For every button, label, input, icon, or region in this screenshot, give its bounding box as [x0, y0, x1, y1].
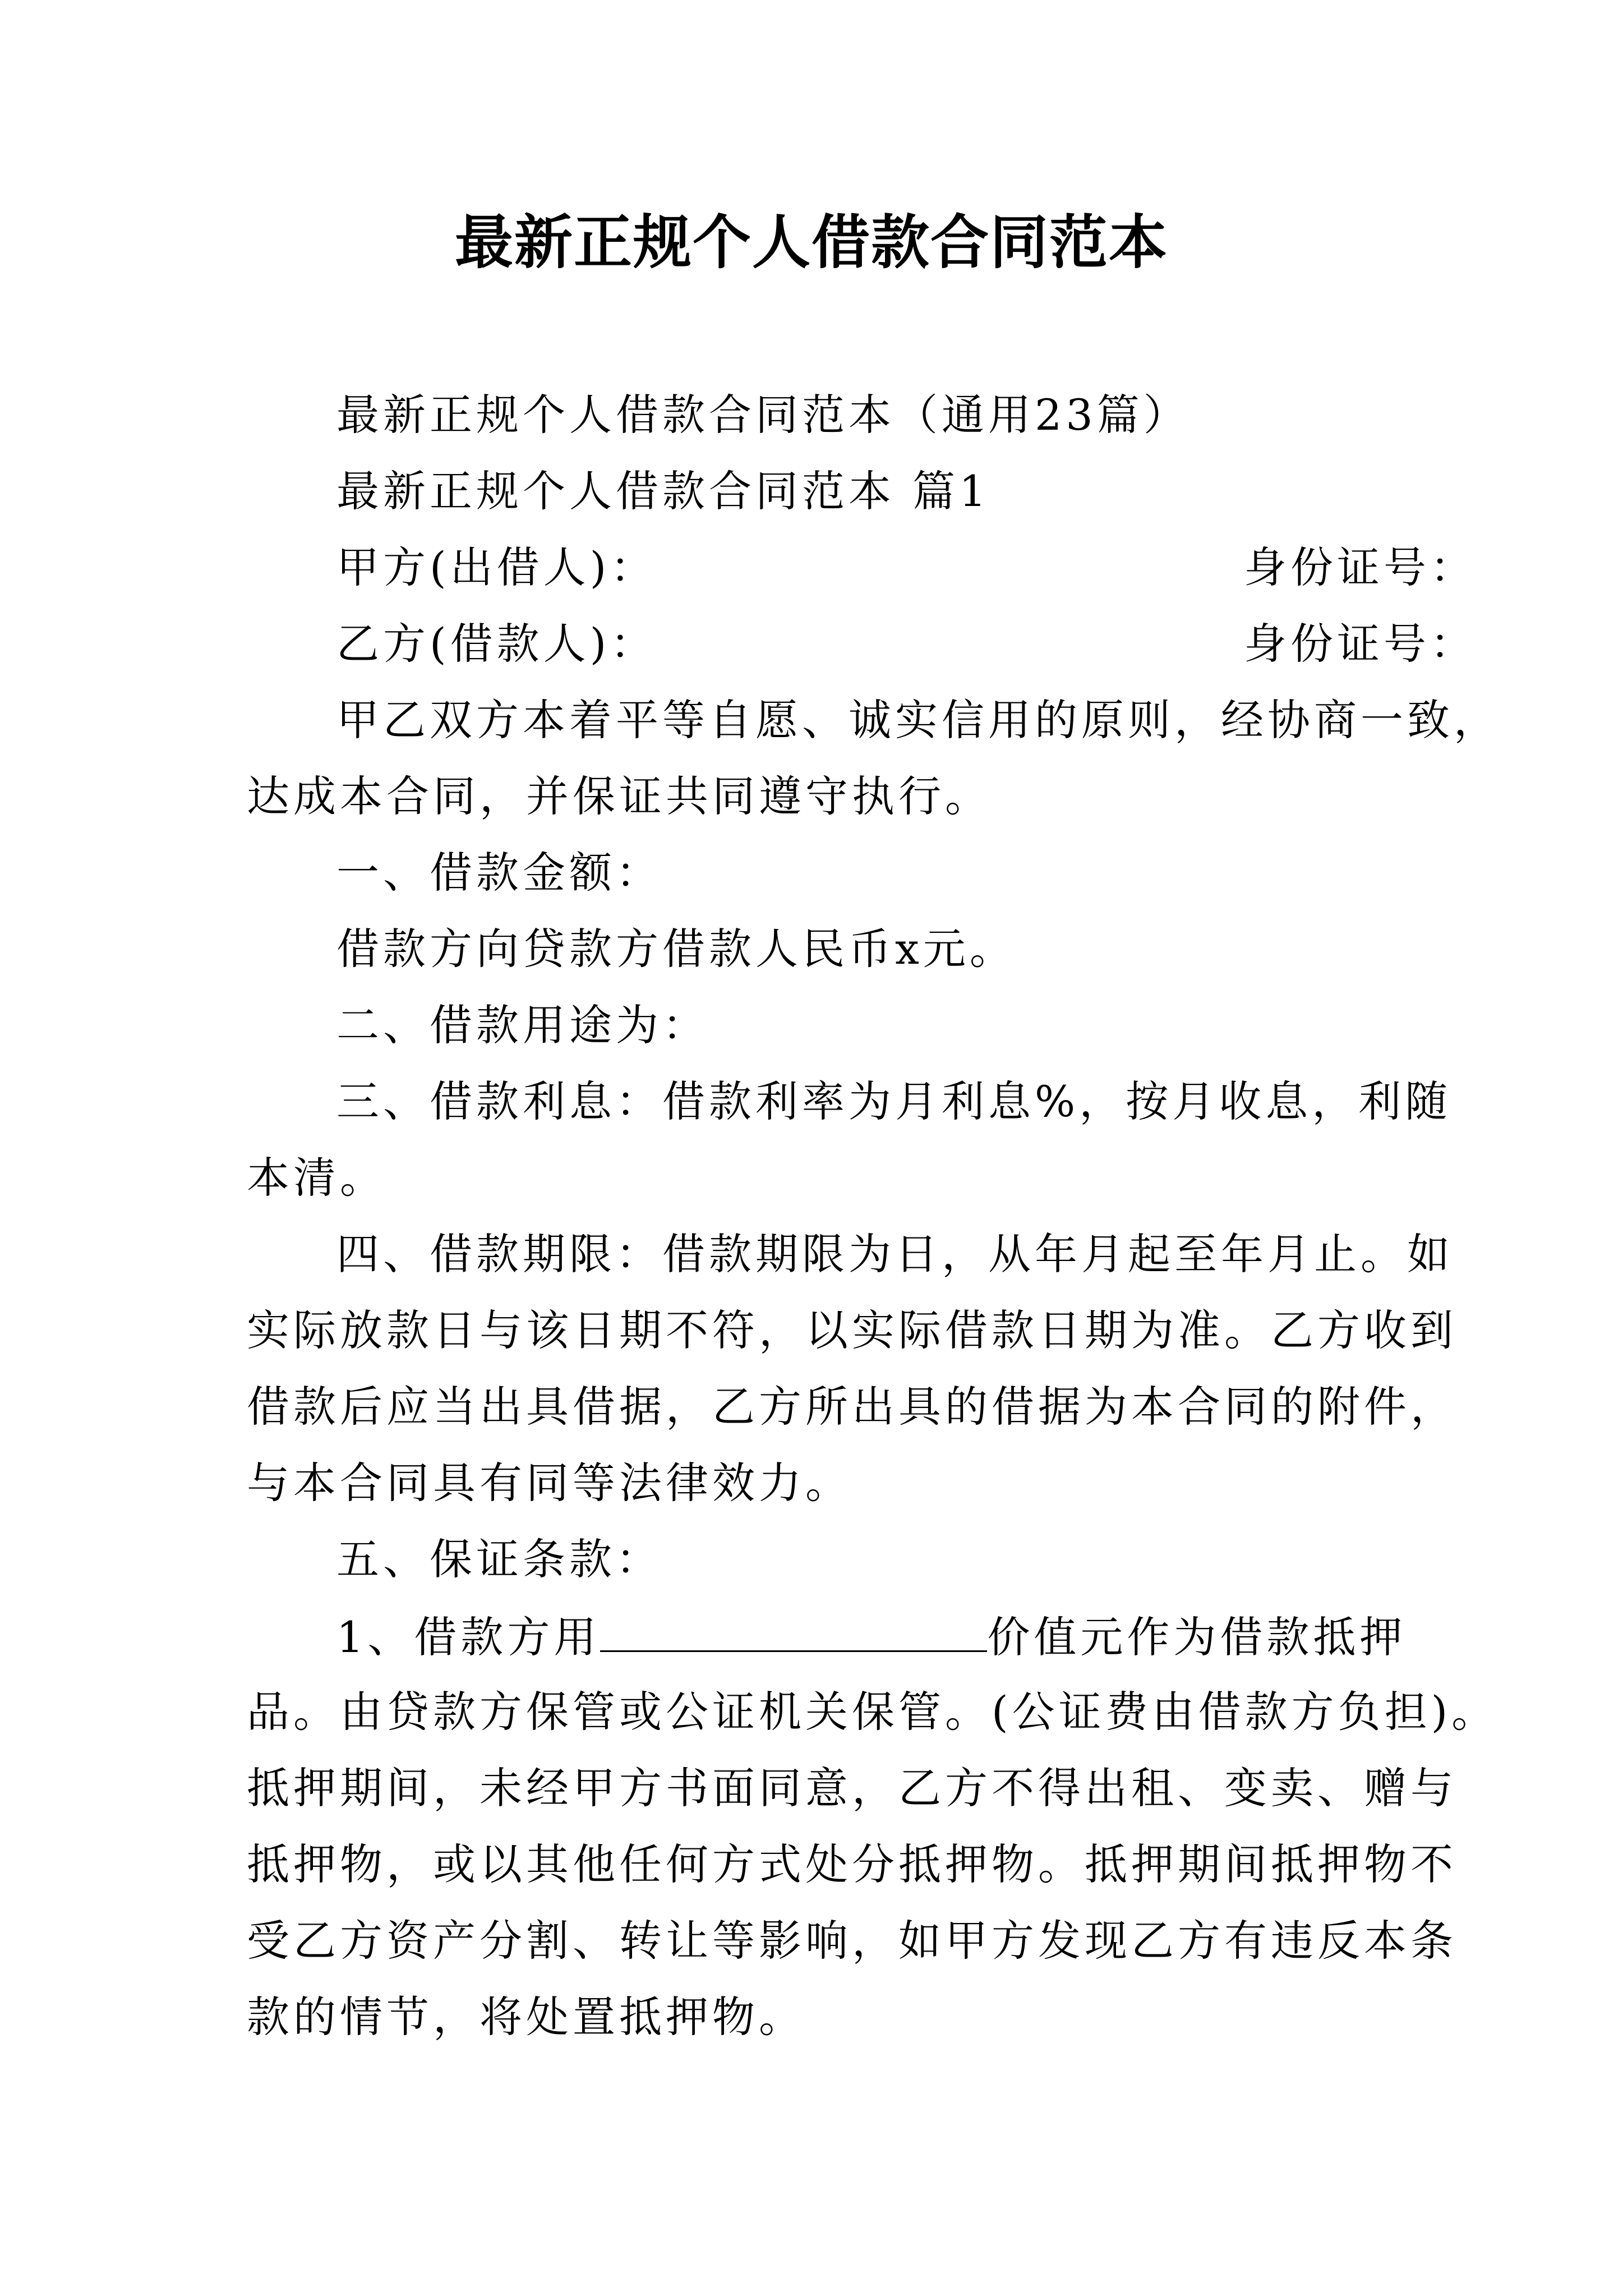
- document-title: 最新正规个人借款合同范本: [454, 208, 1168, 277]
- party-a-row: [336, 540, 1477, 596]
- clause5-item1-line: 受乙方资产分割、转让等影响，如甲方发现乙方有违反本条: [247, 1916, 1457, 1966]
- party-b-row: [336, 616, 1477, 672]
- clause3-line: 本清。: [247, 1153, 386, 1203]
- clause5-item1-suffix: 价值元作为借款抵押: [987, 1612, 1407, 1662]
- party-a-label: 甲方(出借人)：: [336, 542, 657, 592]
- clause5-item1-line: 抵押期间，未经甲方书面同意，乙方不得出租、变卖、赠与: [247, 1763, 1457, 1813]
- clause1-heading: 一、借款金额：: [336, 848, 662, 898]
- clause5-item1-line: 款的情节，将处置抵押物。: [247, 1992, 805, 2042]
- clause5-item1-line: 抵押物，或以其他任何方式处分抵押物。抵押期间抵押物不: [247, 1839, 1457, 1889]
- clause4-line: 借款后应当出具借据，乙方所出具的借据为本合同的附件，: [247, 1382, 1457, 1432]
- subtitle: 最新正规个人借款合同范本（通用23篇）: [336, 390, 1190, 440]
- section-heading: 最新正规个人借款合同范本 篇1: [336, 466, 990, 516]
- clause5-item1-prefix: 1、借款方用: [336, 1612, 601, 1662]
- party-a-id-label: 身份证号：: [1244, 542, 1477, 592]
- clause5-heading: 五、保证条款：: [336, 1534, 662, 1584]
- clause5-item1-first-line: [336, 1608, 1406, 1665]
- party-b-id-label: 身份证号：: [1244, 619, 1477, 669]
- fill-in-blank: [600, 1608, 987, 1652]
- intro-line: 达成本合同，并保证共同遵守执行。: [247, 771, 992, 821]
- clause4-line: 四、借款期限：借款期限为日，从年月起至年月止。如: [336, 1229, 1454, 1279]
- intro-line: 甲乙双方本着平等自愿、诚实信用的原则，经协商一致，: [336, 695, 1500, 745]
- clause3-line: 三、借款利息：借款利率为月利息%，按月收息，利随: [336, 1076, 1452, 1126]
- clause4-line: 与本合同具有同等法律效力。: [247, 1458, 852, 1508]
- clause4-line: 实际放款日与该日期不符，以实际借款日期为准。乙方收到: [247, 1305, 1457, 1355]
- clause1-body: 借款方向贷款方借款人民币x元。: [336, 924, 1016, 974]
- clause5-item1-line: 品。由贷款方保管或公证机关保管。(公证费由借款方负担)。: [247, 1687, 1498, 1737]
- clause2-heading: 二、借款用途为：: [336, 1000, 709, 1050]
- party-b-label: 乙方(借款人)：: [336, 619, 657, 669]
